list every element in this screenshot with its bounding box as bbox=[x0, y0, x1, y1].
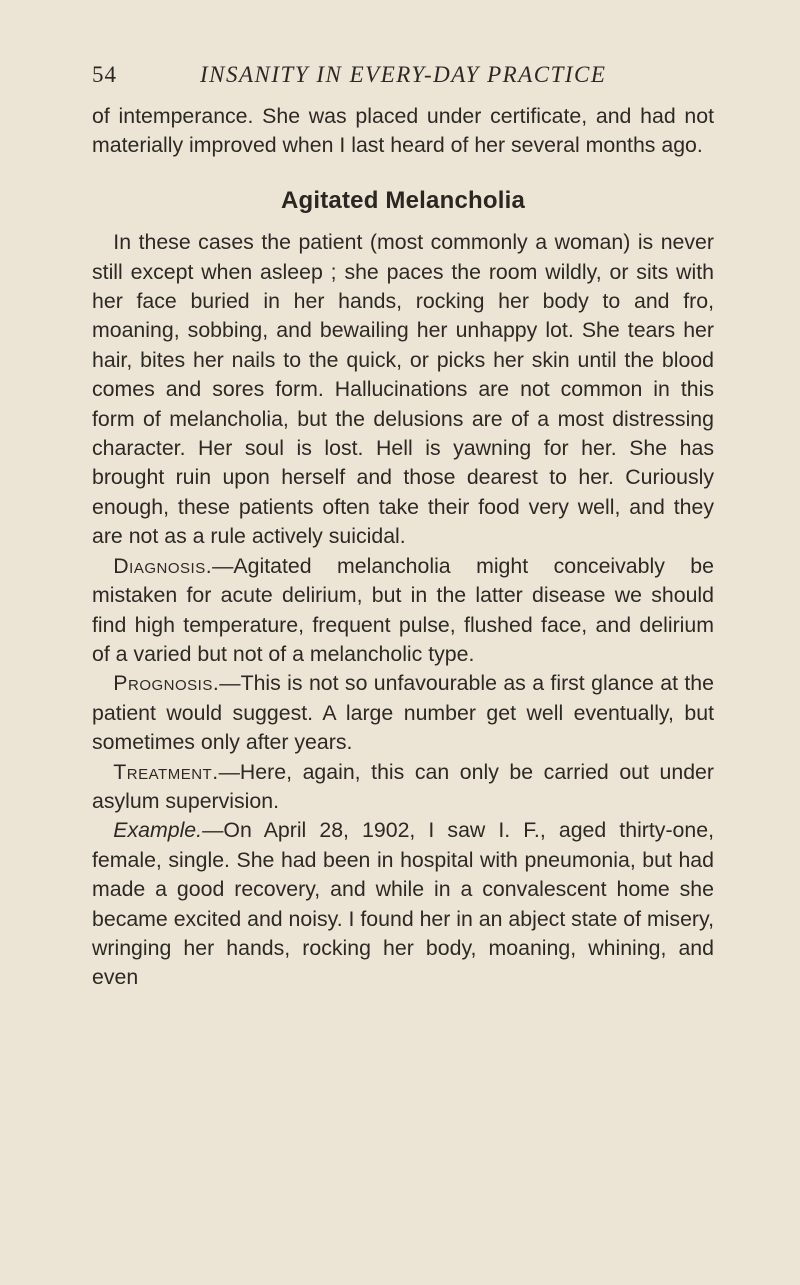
page-number: 54 bbox=[92, 62, 117, 87]
paragraph-example bbox=[92, 816, 714, 992]
prognosis-text: —This is not so unfavourable as a first glance at the patient would suggest. A large number get well eventually, but sometimes only after years. bbox=[92, 671, 714, 755]
paragraph-description: In these cases the patient (most commonly a woman) is never still except when asleep ; she paces the room wildly, or sits with her face buried in her hands, rocking her body to and fro, moaning, sobbing, and bewailing her unhappy lot. She tears her hair, bites her nails to the quick, or picks her skin until the blood comes and sores form. Hallucinations are not common in this form of melancholia, but the delusions are of a most distressing character. Her soul is lost. Hell is yawning for her. She has brought ruin upon herself and those dearest to her. Curiously enough, these patients often take their food very well, and they are not as a rule actively suicidal. bbox=[92, 230, 714, 549]
section-heading: Agitated Melancholia bbox=[280, 186, 526, 214]
paragraph-continuation: of intemperance. She was placed under certificate, and had not materially improved when I last heard of her several months ago. bbox=[92, 104, 714, 158]
paragraph-diagnosis bbox=[92, 552, 714, 670]
diagnosis-label: Diagnosis. bbox=[113, 553, 213, 578]
paragraph-prognosis bbox=[92, 669, 714, 757]
treatment-text: —Here, again, this can only be carried out under asylum supervision. bbox=[92, 759, 714, 813]
paragraph-treatment bbox=[92, 758, 714, 817]
running-title: INSANITY IN EVERY-DAY PRACTICE bbox=[200, 62, 607, 87]
running-head bbox=[92, 62, 714, 102]
diagnosis-text: —Agitated melancholia might conceivably be mistaken for acute delirium, but in the latter disease we should find high temperature, frequent pulse, flushed face, and delirium of a varied but not of a melancholic type. bbox=[92, 553, 714, 666]
prognosis-label: Prognosis. bbox=[113, 671, 220, 696]
example-label: Example. bbox=[113, 818, 203, 843]
body-text bbox=[92, 102, 714, 993]
example-text: —On April 28, 1902, I saw I. F., aged thirty-one, female, single. She had been in hospital with pneumonia, but had made a good recovery, and while in a convalescent home she became excited and noisy. I found her in an abject state of misery, wringing her hands, rocking her body, moaning, whining, and even bbox=[92, 818, 714, 990]
treatment-label: Treatment. bbox=[113, 759, 219, 784]
